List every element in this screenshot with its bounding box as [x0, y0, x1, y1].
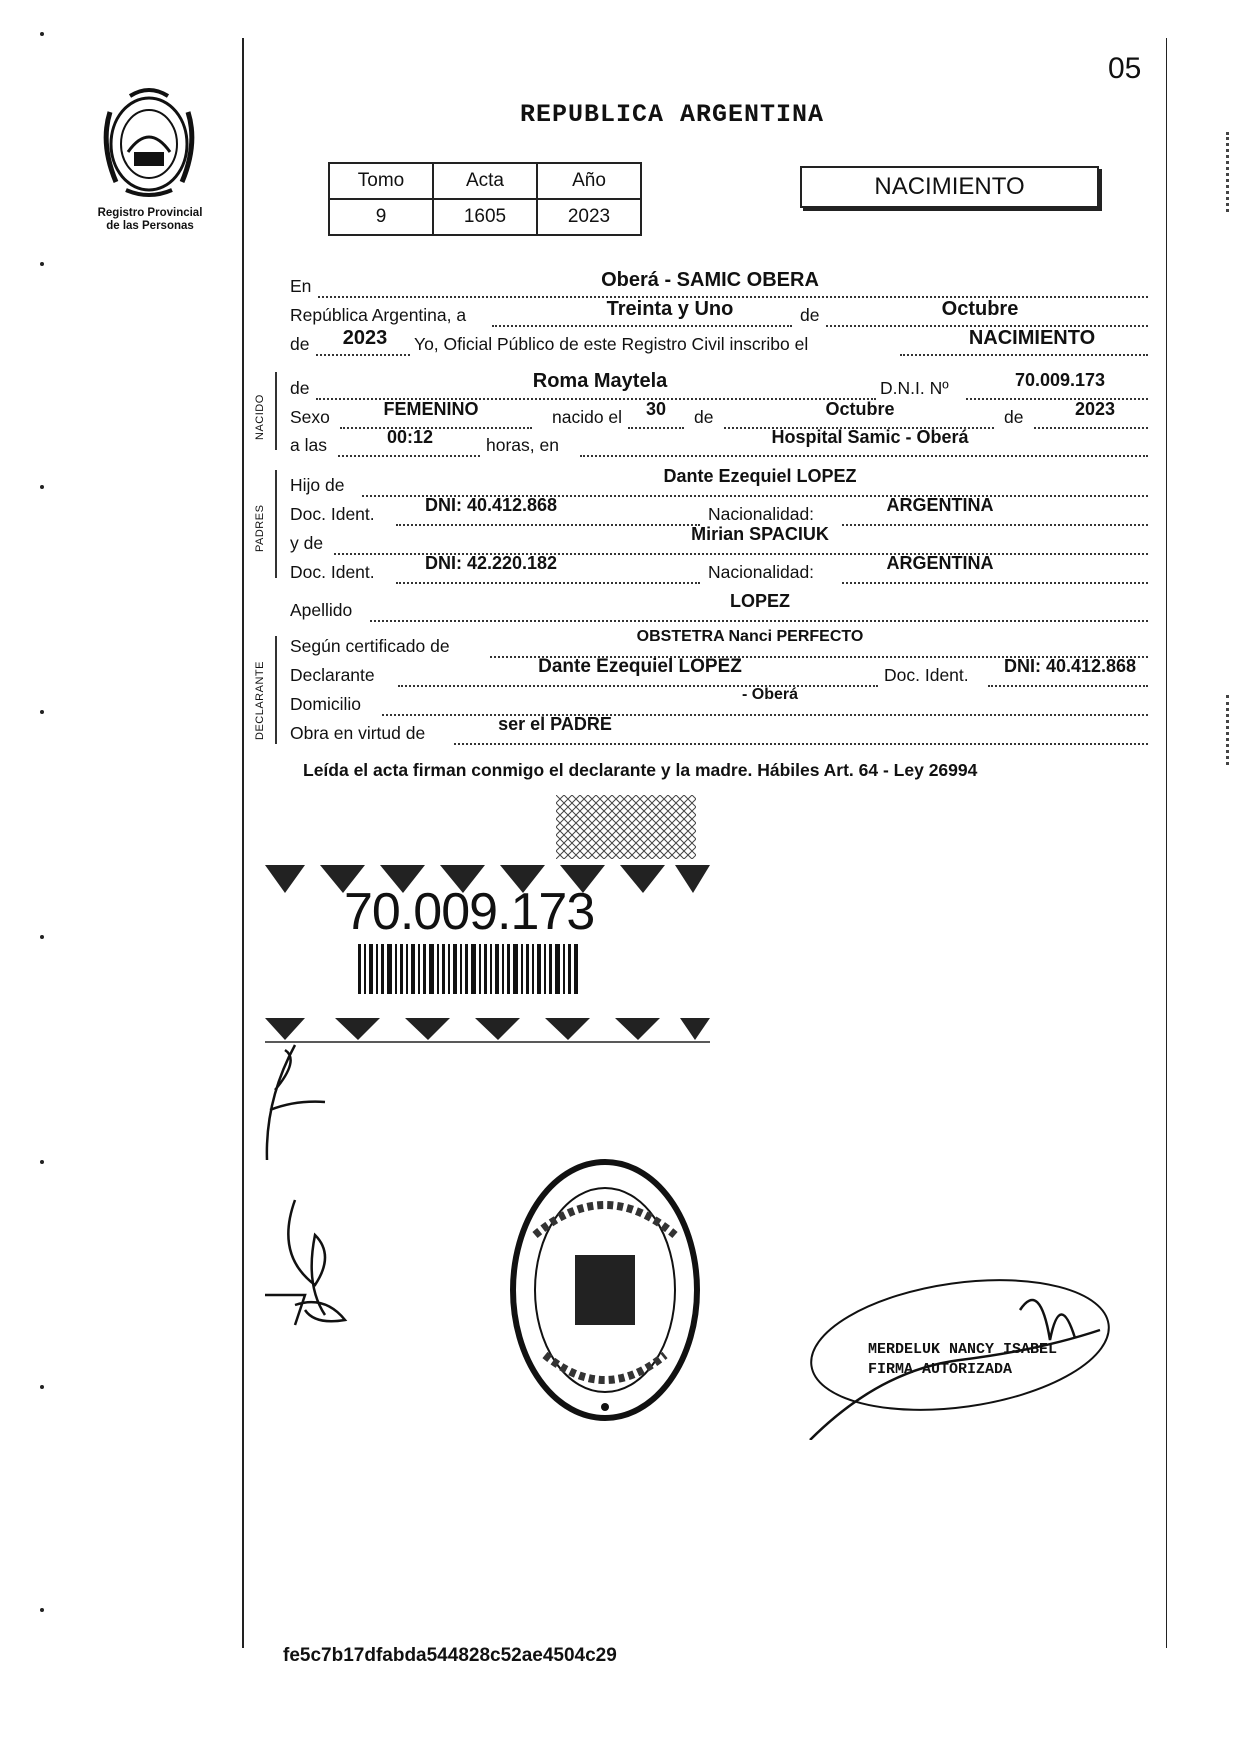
nacido-month: Octubre [825, 399, 895, 419]
nacido-de2-label: de [694, 407, 714, 427]
official-stamp [505, 1155, 705, 1425]
apellido-value: LOPEZ [729, 591, 790, 611]
document-hash: fe5c7b17dfabda544828c52ae4504c29 [283, 1645, 617, 1666]
nacido-sexo: FEMENINO [383, 399, 479, 419]
signature-declarante [255, 1195, 385, 1335]
value-acta: 1605 [433, 199, 537, 235]
nacido-bracket [275, 372, 277, 450]
barcode-number: 70.009.173 [344, 883, 595, 941]
mother-doc-label: Doc. Ident. [290, 562, 375, 582]
intro-de2-label: de [290, 334, 310, 354]
sexo-label: Sexo [290, 407, 330, 427]
declarante-bracket [275, 636, 277, 744]
logo-caption: Registro Provincial de las Personas [97, 207, 203, 232]
security-pattern [556, 795, 696, 859]
nacido-side-label: NACIDO [254, 394, 266, 440]
left-margin-line [242, 38, 244, 1648]
padres-bracket [275, 470, 277, 578]
certificado-value: OBSTETRA Nanci PERFECTO [636, 628, 864, 645]
nacido-name: Roma Maytela [532, 370, 668, 392]
obra-value: ser el PADRE [498, 714, 612, 734]
nacido-de3-label: de [1004, 407, 1024, 427]
intro-act: NACIMIENTO [968, 327, 1096, 349]
horas-label: horas, en [486, 435, 559, 455]
padres-side-label: PADRES [254, 504, 266, 552]
registry-table [328, 162, 642, 236]
page-number: 05 [1108, 52, 1142, 85]
nacido-time: 00:12 [386, 427, 434, 447]
value-tomo: 9 [329, 199, 433, 235]
mother-nat-label: Nacionalidad: [708, 562, 815, 582]
intro-de-label: de [800, 305, 820, 325]
declarante-name: Dante Ezequiel LOPEZ [538, 656, 742, 677]
declarante-label: Declarante [290, 665, 375, 685]
nacido-el-label: nacido el [552, 407, 623, 427]
country-title: REPUBLICA ARGENTINA [520, 100, 825, 129]
nacido-place: Hospital Samic - Oberá [771, 427, 969, 447]
header-tomo: Tomo [329, 163, 433, 199]
intro-month: Octubre [941, 298, 1019, 320]
nacido-dni: 70.009.173 [1014, 370, 1106, 390]
hijo-label: Hijo de [290, 475, 345, 495]
closing-text: Leída el acta firman conmigo el declarante y la madre. Hábiles Art. 64 - Ley 26994 [303, 760, 978, 780]
firma-title: FIRMA AUTORIZADA [868, 1361, 1013, 1378]
act-type-box: NACIMIENTO [800, 166, 1099, 208]
barcode [358, 944, 580, 994]
nacido-de-label: de [290, 378, 310, 398]
republica-label: República Argentina, a [290, 305, 467, 325]
declarante-doc-label: Doc. Ident. [884, 665, 969, 685]
mother-nationality: ARGENTINA [886, 553, 994, 573]
obra-label: Obra en virtud de [290, 723, 426, 743]
signature-registrar [255, 1040, 365, 1170]
father-nationality: ARGENTINA [886, 495, 994, 515]
a-las-label: a las [290, 435, 327, 455]
father-nat-label: Nacionalidad: [708, 504, 815, 524]
segun-label: Según certificado de [290, 636, 450, 656]
domicilio-value: - Oberá [741, 686, 798, 703]
declarante-doc: DNI: 40.412.868 [1003, 656, 1137, 676]
province-logo [90, 82, 208, 200]
nacido-day: 30 [645, 399, 667, 419]
firma-name: MERDELUK NANCY ISABEL [868, 1341, 1058, 1358]
declarante-side-label: DECLARANTE [254, 661, 266, 740]
value-anio: 2023 [537, 199, 641, 235]
intro-place: Oberá - SAMIC OBERA [601, 269, 819, 291]
father-doc-label: Doc. Ident. [290, 504, 375, 524]
apellido-label: Apellido [290, 600, 353, 620]
right-margin-line [1166, 38, 1167, 1648]
father-doc: DNI: 40.412.868 [424, 495, 558, 515]
y-de-label: y de [290, 533, 324, 553]
mother-name: Mirian SPACIUK [691, 524, 829, 544]
nacido-year: 2023 [1074, 399, 1116, 419]
intro-day: Treinta y Uno [606, 298, 734, 320]
mother-doc: DNI: 42.220.182 [424, 553, 558, 573]
header-anio: Año [537, 163, 641, 199]
domicilio-label: Domicilio [290, 694, 361, 714]
oficial-text: Yo, Oficial Público de este Registro Civil inscribo el [414, 334, 809, 354]
firma-authorized-text [868, 1340, 1057, 1380]
intro-year: 2023 [342, 327, 388, 349]
en-label: En [290, 276, 312, 296]
father-name: Dante Ezequiel LOPEZ [663, 466, 857, 486]
header-acta: Acta [433, 163, 537, 199]
dni-label: D.N.I. Nº [880, 378, 949, 398]
